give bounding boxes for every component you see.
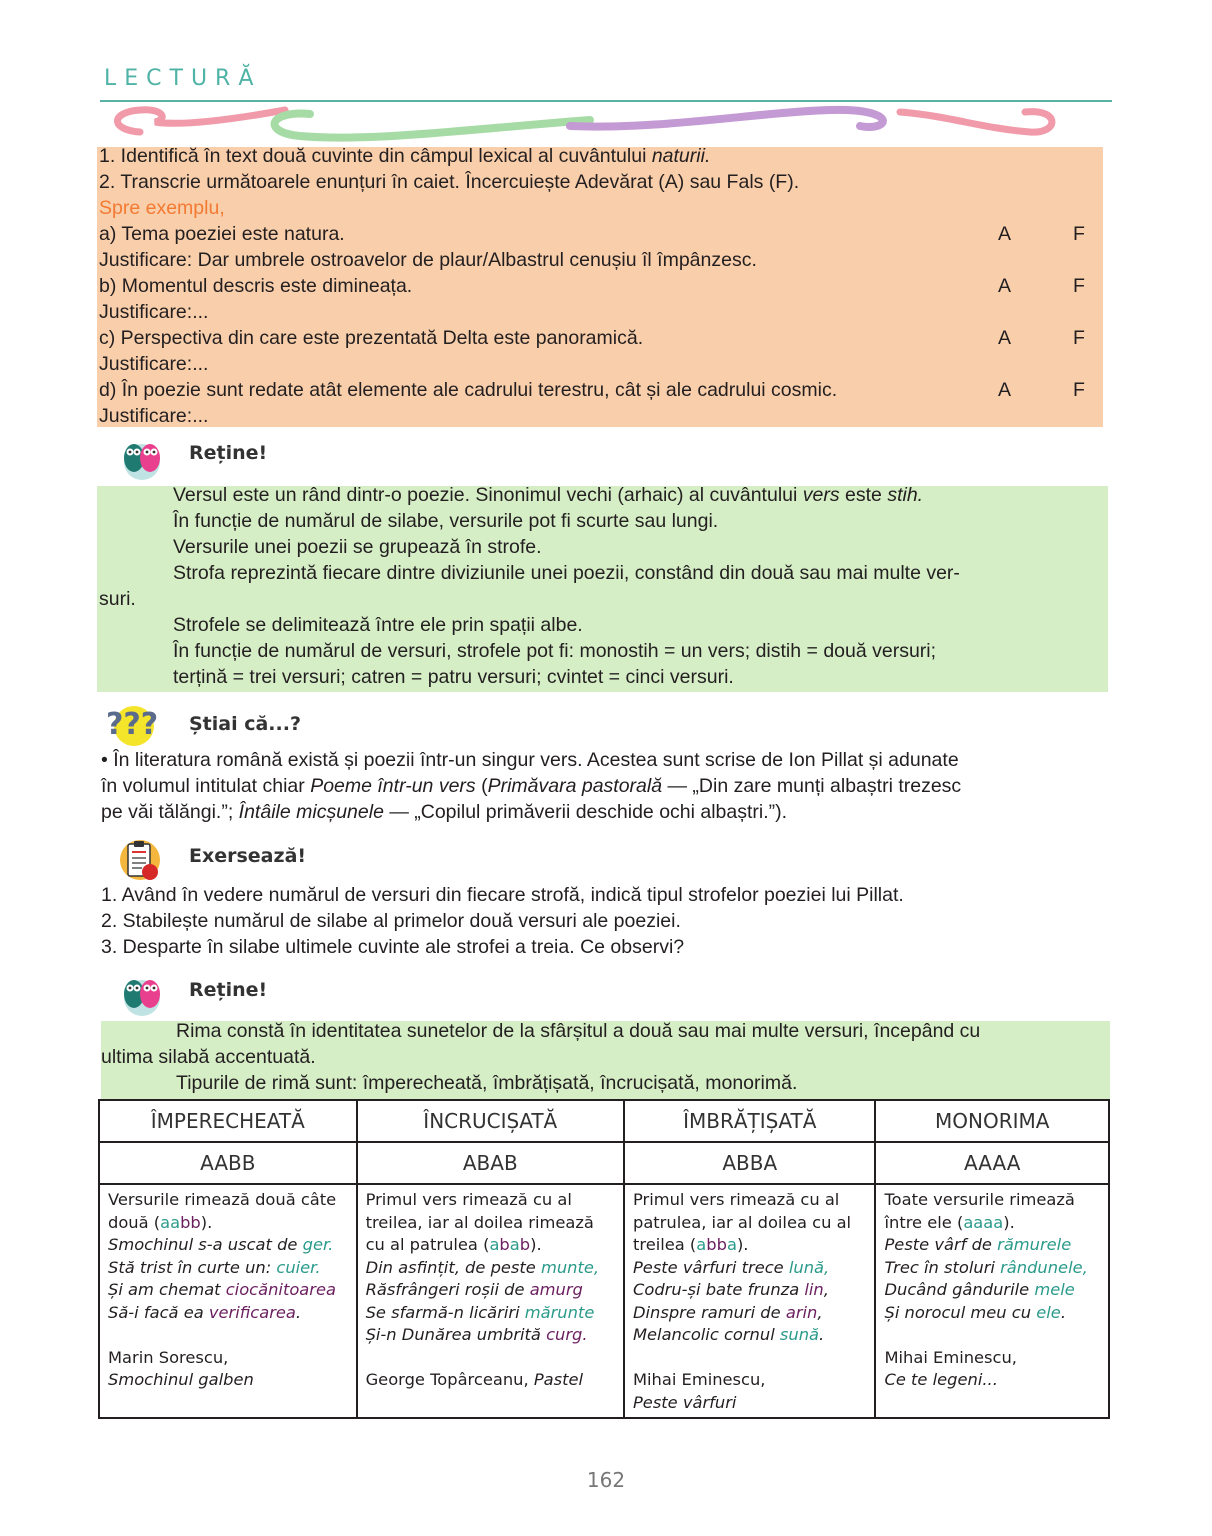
table-cell-imperecheata: Versurile rimează două câte două (aabb). Smochinul s-a uscat de ger. Stă trist în curte un: cuier. Și am chemat ciocănitoarea Să-i facă ea verificarea. Marin Sorescu, Smochinul galben [99, 1184, 357, 1418]
table-header-cell: ÎMBRĂȚIȘATĂ [624, 1100, 876, 1142]
exercise-box [97, 147, 1103, 427]
question-2: 2. Transcrie următoarele enunțuri în caiet. Încercuiește Adevărat (A) sau Fals (F). [99, 171, 800, 193]
table-cell-monorima: Toate versurile rimează între ele (aaaa). Peste vârf de rămurele Trec în stoluri rândunele, Ducând gândurile mele Și norocul meu cu ele. Mihai Eminescu, Ce te legeni... [875, 1184, 1109, 1418]
answer-false-b[interactable]: F [1073, 275, 1085, 297]
section-title: LECTURĂ [104, 66, 262, 91]
exercise-item: 1. Având în vedere numărul de versuri din fiecare strofă, indică tipul strofelor poeziei lui Pillat. [101, 884, 904, 906]
retine-line: suri. [99, 588, 136, 610]
retine-line: Versul este un rând dintr-o poezie. Sinonimul vechi (arhaic) al cuvântului vers este stih. [173, 484, 924, 506]
statement-c: c) Perspectiva din care este prezentată Delta este panoramică. [99, 327, 644, 349]
answer-false-d[interactable]: F [1073, 379, 1085, 401]
retine-line: Rima constă în identitatea sunetelor de la sfârșitul a două sau mai multe versuri, începând cu [176, 1020, 981, 1042]
retine-box [101, 1021, 1110, 1101]
retine-line: Tipurile de rimă sunt: împerecheată, îmbrățișată, încrucișată, monorimă. [176, 1072, 798, 1094]
retine-line: În funcție de numărul de versuri, strofele pot fi: monostih = un vers; distih = două versuri; [173, 640, 937, 662]
retine-line: Versurile unei poezii se grupează în strofe. [173, 536, 542, 558]
table-header-cell: ÎMPERECHEATĂ [99, 1100, 357, 1142]
rhyme-scheme-cell: AAAA [875, 1142, 1109, 1184]
rhyme-scheme-cell: ABAB [357, 1142, 624, 1184]
retine-line: terțină = trei versuri; catren = patru versuri; cvintet = cinci versuri. [173, 666, 734, 688]
owls-icon [118, 968, 166, 1016]
retine-line: În funcție de numărul de silabe, versurile pot fi scurte sau lungi. [173, 510, 719, 532]
example-label: Spre exemplu, [99, 197, 225, 219]
justification-d: Justificare:... [99, 405, 209, 427]
stiai-line: în volumul intitulat chiar Poeme într-un vers (Primăvara pastorală — „Din zare munți albaștri trezesc [101, 775, 962, 797]
answer-false-a[interactable]: F [1073, 223, 1085, 245]
retine-line: Strofele se delimitează între ele prin spații albe. [173, 614, 583, 636]
decorative-swirl-icon [100, 102, 1112, 146]
answer-true-c[interactable]: A [998, 327, 1012, 349]
answer-true-a[interactable]: A [998, 223, 1012, 245]
stiai-line: pe văi tălăngi.”; Întâile micșunele — „Copilul primăverii deschide ochi albaștri.”). [101, 801, 788, 823]
stiai-line: • În literatura română există și poezii într-un singur vers. Acestea sunt scrise de Ion Pillat și adunate [101, 749, 959, 771]
justification-a: Justificare: Dar umbrele ostroavelor de plaur/Albastrul cenușiu îl împânzesc. [99, 249, 757, 271]
table-header-cell: MONORIMA [875, 1100, 1109, 1142]
answer-false-c[interactable]: F [1073, 327, 1085, 349]
statement-b: b) Momentul descris este dimineața. [99, 275, 413, 297]
rhyme-scheme-cell: AABB [99, 1142, 357, 1184]
table-header-cell: ÎNCRUCIȘATĂ [357, 1100, 624, 1142]
table-scheme-row [99, 1142, 1109, 1184]
clipboard-apple-icon [118, 836, 166, 884]
answer-true-b[interactable]: A [998, 275, 1012, 297]
question-marks-icon [104, 700, 164, 748]
exercise-item: 2. Stabilește numărul de silabe al primelor două versuri ale poeziei. [101, 910, 681, 932]
retine-box [97, 486, 1108, 692]
table-cell-imbratisata: Primul vers rimează cu al patrulea, iar al doilea cu al treilea (abba). Peste vârfuri trece lună, Codru-și bate frunza lin, Dinspre ramuri de arin, Melancolic cornul sună. Mihai Eminescu, Peste vârfuri [624, 1184, 876, 1418]
exerseaza-title: Exersează! [189, 845, 307, 867]
table-row [99, 1184, 1109, 1418]
table-header-row [99, 1100, 1109, 1142]
stiai-title: Știai că...? [189, 713, 301, 735]
rhyme-types-table [98, 1099, 1110, 1419]
retine-title: Reține! [189, 979, 268, 1001]
retine-title: Reține! [189, 442, 268, 464]
table-cell-incrucisata: Primul vers rimează cu al treilea, iar al doilea rimează cu al patrulea (abab). Din asfințit, de peste munte, Răsfrângeri roșii de amurg Se sfarmă-n licăriri mărunte Și-n Dunărea umbrită curg. George Topârceanu, Pastel [357, 1184, 624, 1418]
owls-icon [118, 432, 166, 480]
statement-a: a) Tema poeziei este natura. [99, 223, 345, 245]
page-number: 162 [586, 1468, 626, 1492]
statement-d: d) În poezie sunt redate atât elemente ale cadrului terestru, cât și ale cadrului cosmic. [99, 379, 838, 401]
rhyme-scheme-cell: ABBA [624, 1142, 876, 1184]
justification-c: Justificare:... [99, 353, 209, 375]
svg-text:???: ??? [106, 707, 159, 742]
retine-line: ultima silabă accentuată. [101, 1046, 316, 1068]
answer-true-d[interactable]: A [998, 379, 1012, 401]
question-1: 1. Identifică în text două cuvinte din câmpul lexical al cuvântului naturii. [99, 145, 711, 167]
exercise-item: 3. Desparte în silabe ultimele cuvinte ale strofei a treia. Ce observi? [101, 936, 685, 958]
retine-line: Strofa reprezintă fiecare dintre diviziunile unei poezii, constând din două sau mai multe ver- [173, 562, 960, 584]
justification-b: Justificare:... [99, 301, 209, 323]
